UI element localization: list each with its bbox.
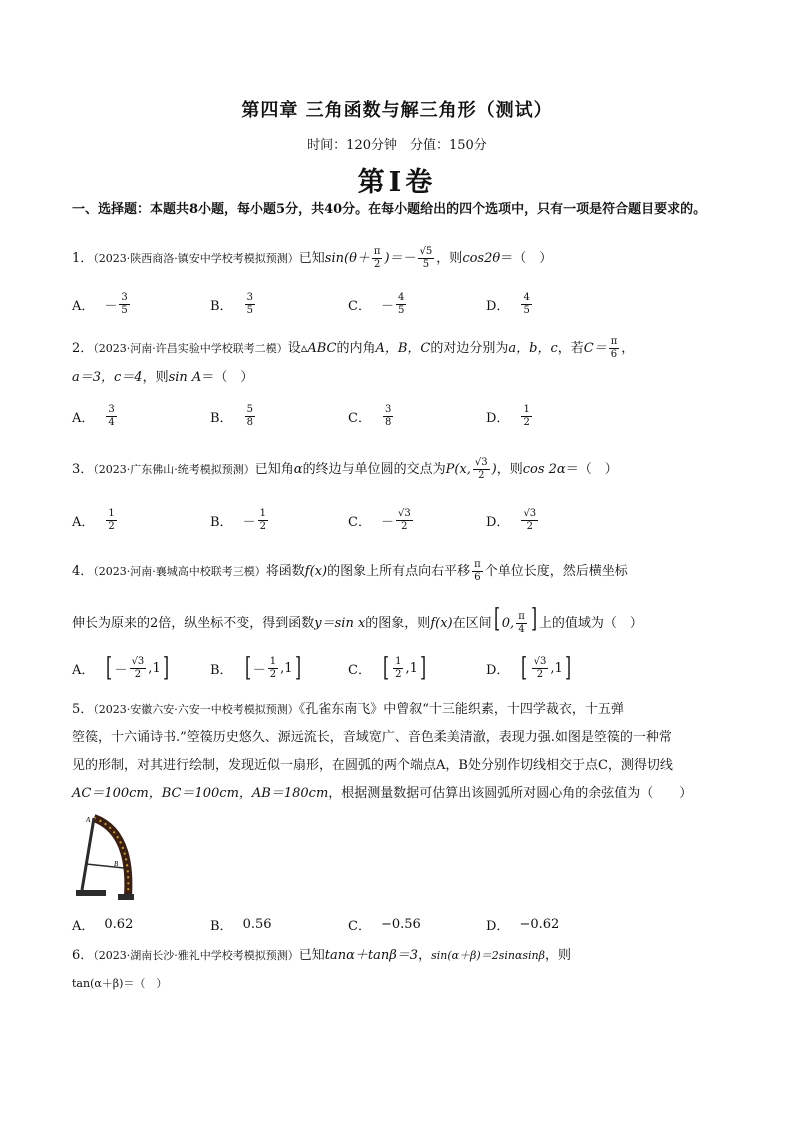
upper-bound: 1 bbox=[409, 660, 418, 676]
question-source: （2023·河南·许昌实验中学校联考二模） bbox=[93, 342, 288, 355]
formula: 0, bbox=[501, 616, 515, 631]
option-value: 0.62 bbox=[104, 916, 134, 932]
numerator: 4 bbox=[523, 291, 530, 303]
fraction: $\frac{\pi}{6}$ bbox=[610, 336, 618, 360]
question-text: 的内角 bbox=[336, 341, 376, 356]
numerator: 3 bbox=[121, 291, 128, 303]
question-text: 个单位长度，然后横坐标 bbox=[484, 564, 628, 579]
bracket: [ bbox=[493, 604, 500, 634]
option-b[interactable] bbox=[210, 284, 257, 324]
denominator: 2 bbox=[108, 520, 115, 532]
exam-info: 时间：120分钟 分值：150分 bbox=[307, 138, 487, 153]
options-4 bbox=[72, 648, 732, 688]
fraction bbox=[396, 508, 413, 533]
numerator: √3 bbox=[397, 507, 411, 519]
fraction bbox=[532, 656, 549, 681]
fraction bbox=[245, 292, 255, 317]
option-sign: － bbox=[104, 298, 118, 314]
question-source: （2023·广东佛山·统考模拟预测） bbox=[93, 463, 255, 476]
bracket: ] bbox=[564, 653, 571, 683]
question-number: 2． bbox=[72, 341, 94, 356]
option-b[interactable] bbox=[210, 912, 272, 936]
question-text: 伸长为原来的2倍，纵坐标不变，得到函数 bbox=[72, 616, 315, 631]
fraction: $\frac{√3}{2}$ bbox=[474, 457, 488, 481]
denominator: 2 bbox=[395, 668, 402, 680]
option-c[interactable] bbox=[348, 500, 415, 540]
option-label: A． bbox=[72, 410, 95, 426]
bracket: ] bbox=[162, 653, 169, 683]
option-label: B． bbox=[210, 662, 233, 678]
section-instructions: 一、选择题：本题共8小题，每小题5分，共40分。在每小题给出的四个选项中，只有一项是符合题目要求的。 bbox=[72, 202, 707, 217]
denominator: 2 bbox=[259, 520, 266, 532]
option-sign: － bbox=[242, 514, 256, 530]
point-b-label: B bbox=[114, 860, 119, 868]
numerator: √3 bbox=[523, 507, 537, 519]
denominator: 5 bbox=[246, 304, 253, 316]
question-number: 5． bbox=[72, 702, 94, 717]
numerator: 1 bbox=[108, 507, 115, 519]
option-c[interactable] bbox=[348, 912, 421, 936]
question-text: 的图象上所有点向右平移 bbox=[327, 564, 471, 579]
option-b[interactable]: B． [ － $\frac{1}{2}$ , 1 ] bbox=[210, 653, 301, 683]
option-sign: － bbox=[380, 514, 394, 530]
fraction bbox=[130, 656, 147, 681]
denominator: 5 bbox=[397, 304, 405, 316]
option-b[interactable] bbox=[210, 396, 257, 436]
options-3 bbox=[72, 500, 732, 540]
formula: f(x) bbox=[430, 616, 453, 631]
question-number: 3． bbox=[72, 462, 94, 477]
option-c[interactable]: C． [ $\frac{1}{2}$ , 1 ] bbox=[348, 653, 427, 683]
option-label: A． bbox=[72, 298, 95, 314]
option-value: 0.56 bbox=[242, 916, 272, 932]
question-text: 的对边分别为 bbox=[430, 341, 509, 356]
option-a[interactable] bbox=[72, 912, 133, 936]
question-3 bbox=[72, 457, 732, 482]
option-c[interactable] bbox=[348, 396, 395, 436]
option-d[interactable] bbox=[486, 284, 534, 324]
question-4 bbox=[72, 559, 732, 584]
question-text: ＝（ ） bbox=[201, 370, 254, 385]
denominator: 4 bbox=[108, 416, 115, 428]
question-source: （2023·湖南长沙·雅礼中学校考模拟预测） bbox=[93, 949, 299, 962]
option-sign: － bbox=[114, 662, 128, 678]
denominator: 2 bbox=[536, 668, 544, 680]
option-a[interactable] bbox=[72, 396, 119, 436]
option-label: D． bbox=[486, 514, 510, 530]
formula: a＝3，c＝4 bbox=[72, 370, 143, 385]
numerator: 1 bbox=[523, 403, 530, 415]
fraction: $\frac{\pi}{4}$ bbox=[518, 611, 525, 635]
option-label: C． bbox=[348, 662, 371, 678]
bracket: [ bbox=[244, 653, 251, 683]
formula: α bbox=[293, 462, 303, 477]
formula: tanα＋tanβ＝3 bbox=[324, 948, 419, 963]
options-2 bbox=[72, 396, 732, 436]
numerator: 3 bbox=[246, 291, 253, 303]
formula: cos 2α bbox=[522, 462, 566, 477]
fraction bbox=[393, 656, 403, 681]
option-label: B． bbox=[210, 410, 233, 426]
upper-bound: 1 bbox=[152, 660, 161, 676]
question-number: 1． bbox=[72, 251, 94, 266]
fraction bbox=[106, 404, 116, 429]
option-a[interactable] bbox=[72, 284, 132, 324]
fraction: $\frac{√5}{5}$ bbox=[419, 246, 433, 270]
option-label: C． bbox=[348, 298, 371, 314]
denominator: 2 bbox=[134, 668, 142, 680]
option-label: A． bbox=[72, 918, 95, 934]
fraction bbox=[521, 404, 531, 429]
question-6-line-2: tan(α＋β)＝（ ） bbox=[72, 977, 168, 990]
konghou-figure bbox=[72, 812, 142, 904]
question-text: 上的值域为（ ） bbox=[538, 616, 643, 631]
option-label: C． bbox=[348, 410, 371, 426]
numerator: 3 bbox=[384, 403, 392, 415]
formula: ▵ABC bbox=[300, 341, 337, 356]
upper-bound: 1 bbox=[554, 660, 563, 676]
harp-illustration bbox=[72, 812, 142, 904]
bracket: ] bbox=[294, 653, 301, 683]
formula: C＝ bbox=[583, 341, 607, 356]
bracket: [ bbox=[106, 653, 113, 683]
denominator: 2 bbox=[523, 416, 530, 428]
question-1 bbox=[72, 246, 732, 271]
question-2: 2．（2023·河南·许昌实验中学校联考二模）设▵ABC的内角A，B，C的对边分别为a，b，c，若C＝ $\frac{\pi}{6}$ ， bbox=[72, 336, 635, 360]
formula: cos2θ bbox=[462, 251, 501, 266]
option-label: C． bbox=[348, 918, 371, 934]
numerator: 1 bbox=[259, 507, 266, 519]
option-d[interactable] bbox=[486, 396, 534, 436]
option-a[interactable]: A． [ － $\frac{√3}{2}$ , 1 ] bbox=[72, 653, 169, 683]
option-label: D． bbox=[486, 410, 510, 426]
question-text: 的终边与单位圆的交点为 bbox=[302, 462, 446, 477]
question-5-line-2: 箜篌，十六诵诗书.”箜篌历史悠久、源远流长，音域宽广、音色柔美清澈，表现力强.如图是箜篌的一种常 bbox=[72, 730, 672, 745]
formula: )＝－ bbox=[384, 251, 416, 266]
option-a[interactable] bbox=[72, 500, 119, 540]
question-text: ，则 bbox=[436, 251, 463, 266]
question-5-line-3: 见的形制，对其进行绘制，发现近似一扇形，在圆弧的两个端点A，B处分别作切线相交于点C，测得切线 bbox=[72, 758, 673, 773]
bracket: ] bbox=[419, 653, 427, 683]
question-text: ，若 bbox=[557, 341, 584, 356]
question-text: 设 bbox=[287, 341, 301, 356]
numerator: 3 bbox=[108, 403, 115, 415]
question-number: 6． bbox=[72, 948, 94, 963]
options-1 bbox=[72, 284, 732, 324]
denominator: 8 bbox=[384, 416, 392, 428]
formula: sin(θ＋ bbox=[324, 251, 370, 266]
question-source: （2023·河南·襄城高中校联考三模） bbox=[93, 565, 266, 578]
question-text: 将函数 bbox=[265, 564, 305, 579]
upper-bound: 1 bbox=[284, 660, 293, 676]
point-a-label: A bbox=[86, 816, 91, 824]
denominator: 5 bbox=[121, 304, 128, 316]
volume-heading: 第Ⅰ卷 bbox=[357, 167, 437, 198]
question-source: （2023·安徽六安·六安一中校考模拟预测） bbox=[93, 703, 299, 716]
options-5 bbox=[72, 912, 732, 936]
formula: a，b，c bbox=[508, 341, 558, 356]
fraction bbox=[106, 508, 116, 533]
fraction bbox=[383, 404, 393, 429]
fraction bbox=[245, 404, 255, 429]
fraction bbox=[396, 292, 406, 317]
question-text: 的图象，则 bbox=[365, 616, 431, 631]
question-text: ，根据测量数据可估算出该圆弧所对圆心角的余弦值为（ ） bbox=[328, 786, 693, 801]
fraction bbox=[119, 292, 129, 317]
fraction bbox=[521, 508, 538, 533]
option-label: D． bbox=[486, 662, 510, 678]
option-sign: － bbox=[252, 662, 266, 678]
option-label: C． bbox=[348, 514, 371, 530]
formula: y＝sin x bbox=[314, 616, 366, 631]
option-d[interactable] bbox=[486, 912, 559, 936]
bracket: [ bbox=[521, 653, 528, 683]
question-5 bbox=[72, 700, 732, 720]
question-text: ，则 bbox=[142, 370, 169, 385]
option-label: B． bbox=[210, 298, 233, 314]
page-title: 第四章 三角函数与解三角形（测试） bbox=[241, 100, 553, 121]
denominator: 2 bbox=[526, 520, 533, 532]
formula: sin A bbox=[168, 370, 202, 385]
question-text: 已知 bbox=[298, 251, 325, 266]
fraction bbox=[258, 508, 268, 533]
question-4-line-2 bbox=[72, 606, 732, 636]
formula: P(x, bbox=[445, 462, 471, 477]
formula: AC＝100cm，BC＝100cm，AB＝180cm bbox=[72, 786, 329, 801]
option-d[interactable]: D． [ $\frac{√3}{2}$ , 1 ] bbox=[486, 653, 571, 683]
question-text: ，则 bbox=[496, 462, 523, 477]
question-number: 4． bbox=[72, 564, 94, 579]
option-label: B． bbox=[210, 514, 233, 530]
denominator: 5 bbox=[523, 304, 530, 316]
option-label: A． bbox=[72, 514, 95, 530]
fraction bbox=[268, 656, 278, 681]
option-b[interactable] bbox=[210, 500, 270, 540]
option-c[interactable] bbox=[348, 284, 408, 324]
fraction: $\frac{\pi}{2}$ bbox=[373, 246, 381, 270]
denominator: 2 bbox=[269, 668, 277, 680]
question-text: 在区间 bbox=[452, 616, 492, 631]
numerator: 1 bbox=[269, 655, 277, 667]
question-text: ＝（ ） bbox=[500, 251, 553, 266]
question-6 bbox=[72, 946, 732, 966]
option-label: B． bbox=[210, 918, 233, 934]
option-label: A． bbox=[72, 662, 95, 678]
numerator: √3 bbox=[131, 655, 145, 667]
fraction: $\frac{\pi}{6}$ bbox=[474, 559, 481, 583]
option-label: D． bbox=[486, 918, 510, 934]
question-source: （2023·陕西商洛·镇安中学校考模拟预测） bbox=[93, 252, 299, 265]
question-text: 《孔雀东南飞》中曾叙“十三能织素，十四学裁衣，十五弹 bbox=[298, 702, 624, 717]
bracket: ] bbox=[530, 604, 537, 634]
option-d[interactable] bbox=[486, 500, 540, 540]
option-value: −0.62 bbox=[519, 916, 560, 932]
formula: A，B，C bbox=[375, 341, 431, 356]
denominator: 8 bbox=[246, 416, 253, 428]
option-value: −0.56 bbox=[380, 916, 421, 932]
question-text: ，则 bbox=[544, 948, 571, 963]
numerator: 5 bbox=[246, 403, 253, 415]
denominator: 2 bbox=[401, 520, 408, 532]
formula: ) bbox=[491, 462, 497, 477]
question-2-line-2 bbox=[72, 368, 732, 388]
numerator: 4 bbox=[397, 291, 405, 303]
question-text: 已知 bbox=[298, 948, 325, 963]
question-text: ， bbox=[418, 948, 432, 963]
option-sign: － bbox=[380, 298, 394, 314]
formula: sin(α＋β)＝2sinαsinβ bbox=[431, 949, 545, 962]
formula: f(x) bbox=[304, 564, 328, 579]
question-5-line-4 bbox=[72, 784, 732, 804]
fraction bbox=[521, 292, 531, 317]
numerator: √3 bbox=[533, 655, 547, 667]
question-text: ＝（ ） bbox=[565, 462, 618, 477]
numerator: 1 bbox=[395, 655, 402, 667]
bracket: [ bbox=[382, 653, 390, 683]
question-text: 已知角 bbox=[254, 462, 294, 477]
option-label: D． bbox=[486, 298, 510, 314]
